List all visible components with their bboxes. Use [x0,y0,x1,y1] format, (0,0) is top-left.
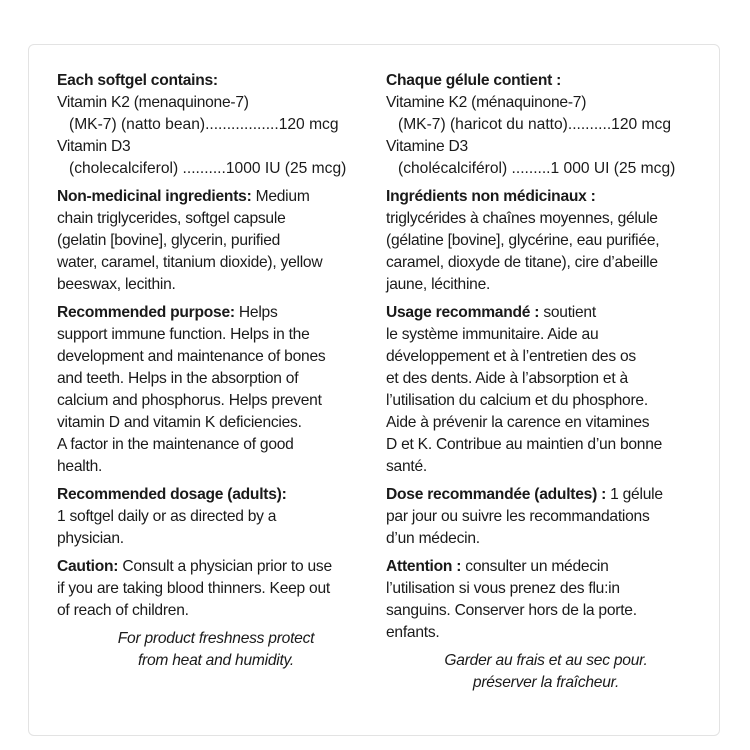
dosage-heading-fr: Dose recommandée (adultes) : [386,486,607,503]
purpose-line-en: health. [57,458,103,475]
purpose-first-line-en [57,302,375,324]
caution-line-fr: enfants. [386,624,440,641]
caution-line-en: of reach of children. [57,602,189,619]
caution-text-fr: consulter un médecin [461,558,609,575]
nonmedicinal-section-en [57,186,375,296]
nonmedicinal-line-en: chain triglycerides, softgel capsule [57,210,286,227]
purpose-text-fr: soutient [539,304,596,321]
caution-section-en [57,556,375,622]
purpose-line-en: vitamin D and vitamin K deficiencies. [57,414,302,431]
nonmedicinal-line-fr: jaune, lécithine. [386,276,491,293]
purpose-first-line-fr [386,302,706,324]
caution-first-line-fr [386,556,706,578]
purpose-heading-en: Recommended purpose: [57,304,235,321]
dosage-section-en [57,484,375,550]
contents-section-en [57,70,375,180]
caution-line-fr: sanguins. Conserver hors de la porte. [386,602,637,619]
purpose-line-en: A factor in the maintenance of good [57,436,294,453]
nonmedicinal-line-en: water, caramel, titanium dioxide), yellow [57,254,323,271]
nonmedicinal-text-en: Medium [251,188,310,205]
purpose-text-en: Helps [234,304,278,321]
contents-line-en: (cholecalciferol) ..........1000 IU (25 mcg) [69,160,347,177]
nonmedicinal-first-line-en [57,186,375,208]
dosage-line-en: physician. [57,530,124,547]
purpose-line-fr: développement et à l’entretien des os [386,348,636,365]
contents-section-fr [386,70,706,180]
contents-line-fr: (MK-7) (haricot du natto)..........120 mcg [398,116,671,133]
nonmedicinal-line-fr: triglycérides à chaînes moyennes, gélule [386,210,658,227]
purpose-section-fr [386,302,706,478]
contents-line-en: (MK-7) (natto bean).................120 mcg [69,116,339,133]
dosage-line-fr: par jour ou suivre les recommandations [386,508,650,525]
caution-text-en: Consult a physician prior to use [118,558,332,575]
freshness-note-line-en: For product freshness protect [117,630,315,647]
freshness-note-line-fr: Garder au frais et au sec pour. [444,652,648,669]
dosage-line-fr: d’un médecin. [386,530,480,547]
purpose-line-fr: Aide à prévenir la carence en vitamines [386,414,650,431]
nonmedicinal-heading-en: Non-medicinal ingredients: [57,188,252,205]
english-column [57,70,375,672]
freshness-note-en [57,628,375,672]
freshness-note-line-en: from heat and humidity. [137,652,295,669]
nonmedicinal-line-en: beeswax, lecithin. [57,276,176,293]
caution-line-fr: l’utilisation si vous prenez des flu:in [386,580,620,597]
contents-line-en: Vitamin D3 [57,138,131,155]
purpose-line-en: calcium and phosphorus. Helps prevent [57,392,322,409]
contents-heading-en: Each softgel contains: [57,72,218,89]
dosage-line-en: 1 softgel daily or as directed by a [57,508,277,525]
purpose-section-en [57,302,375,478]
nonmedicinal-line-fr: caramel, dioxyde de titane), cire d’abeille [386,254,658,271]
purpose-heading-fr: Usage recommandé : [386,304,540,321]
contents-line-fr: Vitamine K2 (ménaquinone-7) [386,94,587,111]
caution-heading-en: Caution: [57,558,119,575]
nonmedicinal-line-fr: (gélatine [bovine], glycérine, eau purifiée, [386,232,660,249]
purpose-line-fr: D et K. Contribue au maintien d’un bonne [386,436,663,453]
purpose-line-fr: santé. [386,458,427,475]
caution-heading-fr: Attention : [386,558,462,575]
caution-section-fr [386,556,706,644]
caution-line-en: if you are taking blood thinners. Keep out [57,580,330,597]
purpose-line-fr: l’utilisation du calcium et du phosphore. [386,392,648,409]
contents-line-fr: Vitamine D3 [386,138,468,155]
nonmedicinal-section-fr [386,186,706,296]
contents-line-fr: (cholécalciférol) .........1 000 UI (25 mcg) [398,160,676,177]
dosage-text-fr: 1 gélule [606,486,663,503]
purpose-line-fr: et des dents. Aide à l’absorption et à [386,370,628,387]
purpose-line-en: support immune function. Helps in the [57,326,310,343]
contents-heading-fr: Chaque gélule contient : [386,72,562,89]
dosage-heading-en: Recommended dosage (adults): [57,486,287,503]
french-column [386,70,706,694]
nonmedicinal-heading-fr: Ingrédients non médicinaux : [386,188,596,205]
purpose-line-en: and teeth. Helps in the absorption of [57,370,299,387]
dosage-section-fr [386,484,706,550]
dosage-first-line-fr [386,484,706,506]
contents-line-en: Vitamin K2 (menaquinone-7) [57,94,249,111]
freshness-note-fr [386,650,706,694]
caution-first-line-en [57,556,375,578]
purpose-line-en: development and maintenance of bones [57,348,326,365]
nonmedicinal-line-en: (gelatin [bovine], glycerin, purified [57,232,281,249]
purpose-line-fr: le système immunitaire. Aide au [386,326,599,343]
freshness-note-line-fr: préserver la fraîcheur. [472,674,620,691]
